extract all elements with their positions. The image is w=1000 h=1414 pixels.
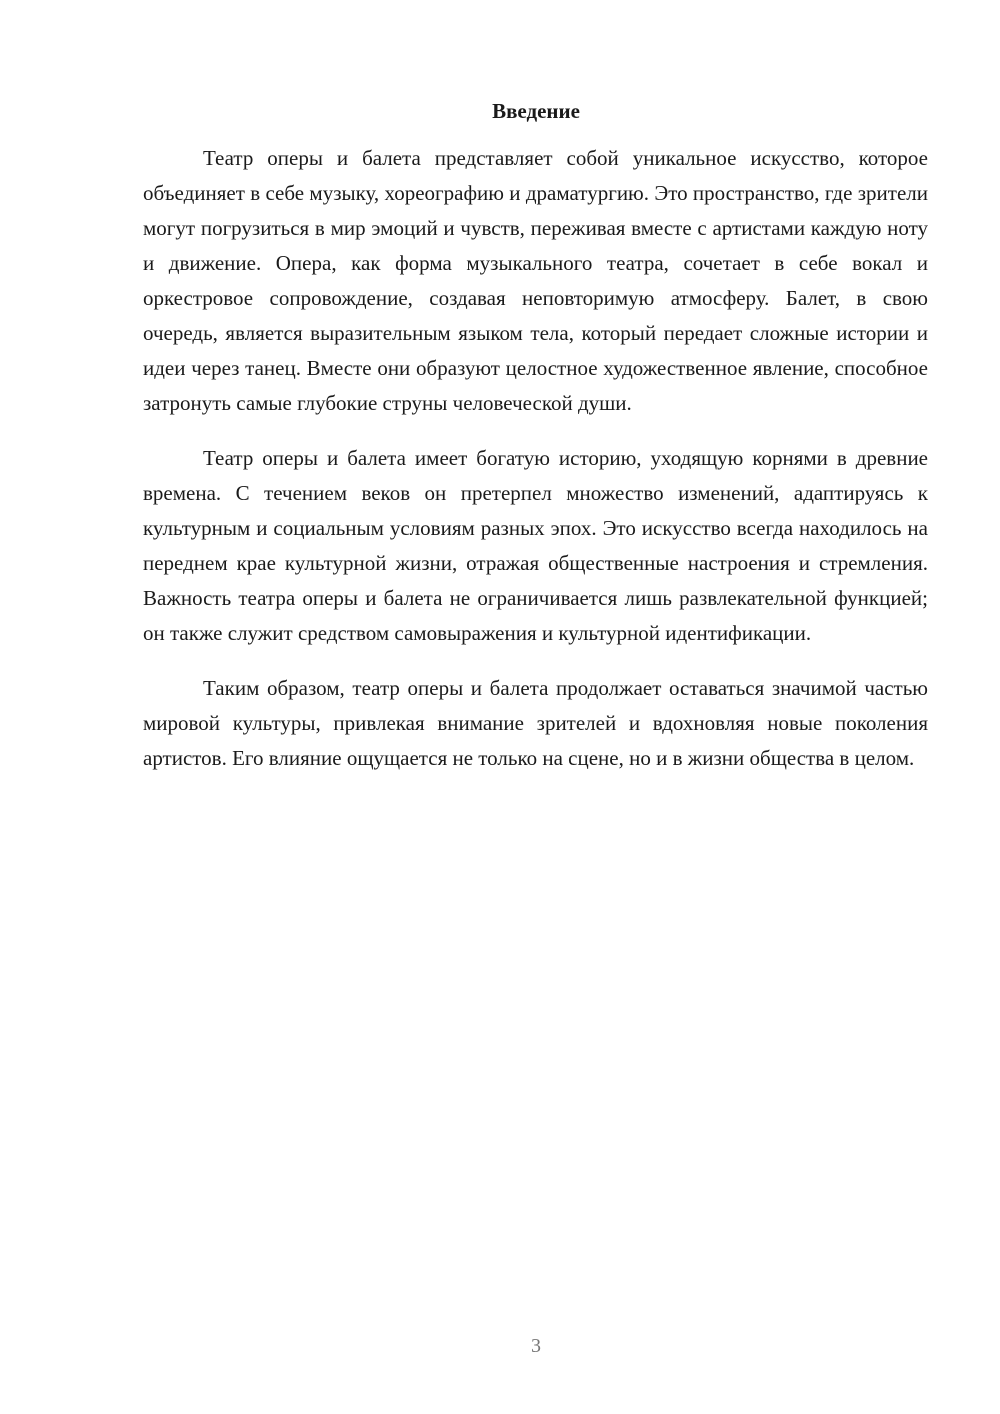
body-text	[143, 141, 928, 796]
paragraph-conclusion: Таким образом, театр оперы и балета продолжает оставаться значимой частью мировой культуры, привлекая внимание зрителей и вдохновляя новые поколения артистов. Его влияние ощущается не только на сцене, но и в жизни общества в целом.	[143, 676, 928, 770]
page-number: 3	[531, 1335, 541, 1357]
section-heading: Введение	[492, 99, 580, 123]
paragraph-intro: Театр оперы и балета представляет собой уникальное искусство, которое объединяет в себе музыку, хореографию и драматургию. Это пространство, где зрители могут погрузиться в мир эмоций и чувств, переживая вместе с артистами каждую ноту и движение. Опера, как форма музыкального театра, сочетает в себе вокал и оркестровое сопровождение, создавая неповторимую атмосферу. Балет, в свою очередь, является выразительным языком тела, который передает сложные истории и идеи через танец. Вместе они образуют целостное художественное явление, способное затронуть самые глубокие струны человеческой души.	[143, 146, 928, 415]
paragraph-history: Театр оперы и балета имеет богатую историю, уходящую корнями в древние времена. С течением веков он претерпел множество изменений, адаптируясь к культурным и социальным условиям разных эпох. Это искусство всегда находилось на переднем крае культурной жизни, отражая общественные настроения и стремления. Важность театра оперы и балета не ограничивается лишь развлекательной функцией; он также служит средством самовыражения и культурной идентификации.	[143, 446, 928, 645]
